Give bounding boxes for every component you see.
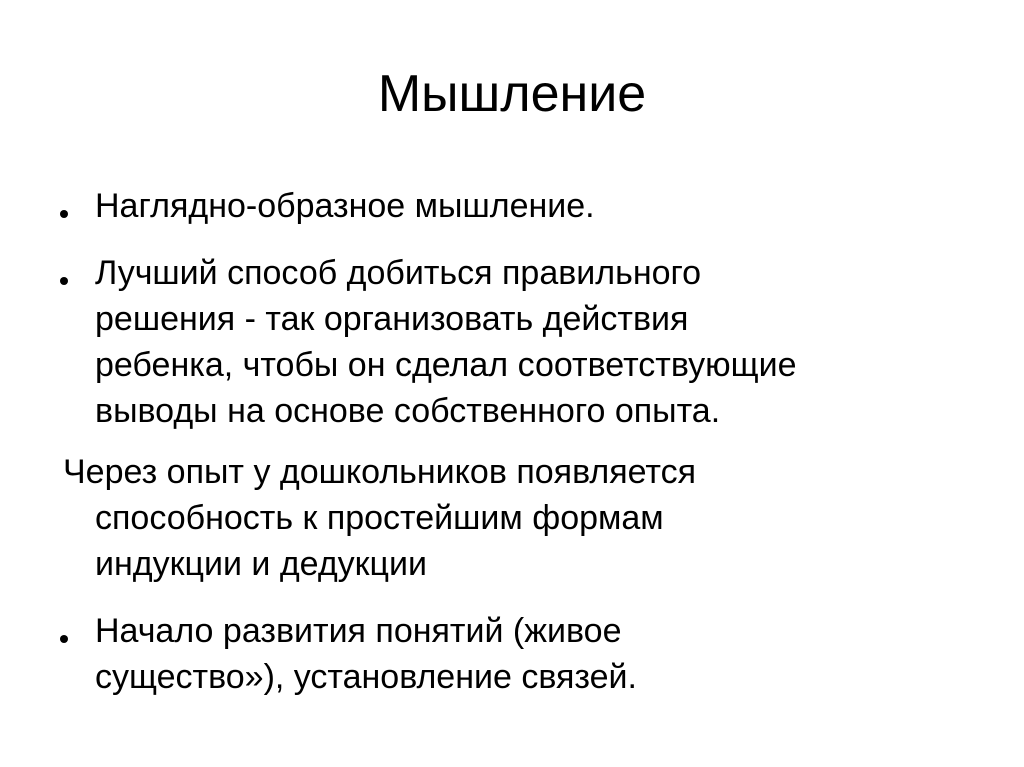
- text-line: индукции и дедукции: [95, 545, 427, 583]
- paragraph-text: [63, 449, 995, 587]
- bullet-icon: [60, 277, 68, 285]
- slide-title: Мышление: [377, 65, 647, 123]
- list-item-text: [95, 608, 995, 700]
- text-line: Начало развития понятий (живое: [95, 612, 622, 650]
- bullet-icon: [60, 635, 68, 643]
- bullet-icon: [60, 210, 68, 218]
- text-line: Наглядно-образное мышление.: [95, 187, 595, 225]
- text-line: способность к простейшим формам: [95, 499, 664, 537]
- text-line: выводы на основе собственного опыта.: [95, 392, 721, 430]
- text-line: Через опыт у дошкольников появляется: [63, 453, 696, 491]
- text-line: Лучший способ добиться правильного: [95, 254, 702, 292]
- text-line: ребенка, чтобы он сделал соответствующие: [95, 346, 797, 384]
- list-item-text: [95, 250, 995, 434]
- list-item-text: [95, 183, 995, 229]
- text-line: существо»), установление связей.: [95, 658, 637, 696]
- text-line: решения - так организовать действия: [95, 300, 689, 338]
